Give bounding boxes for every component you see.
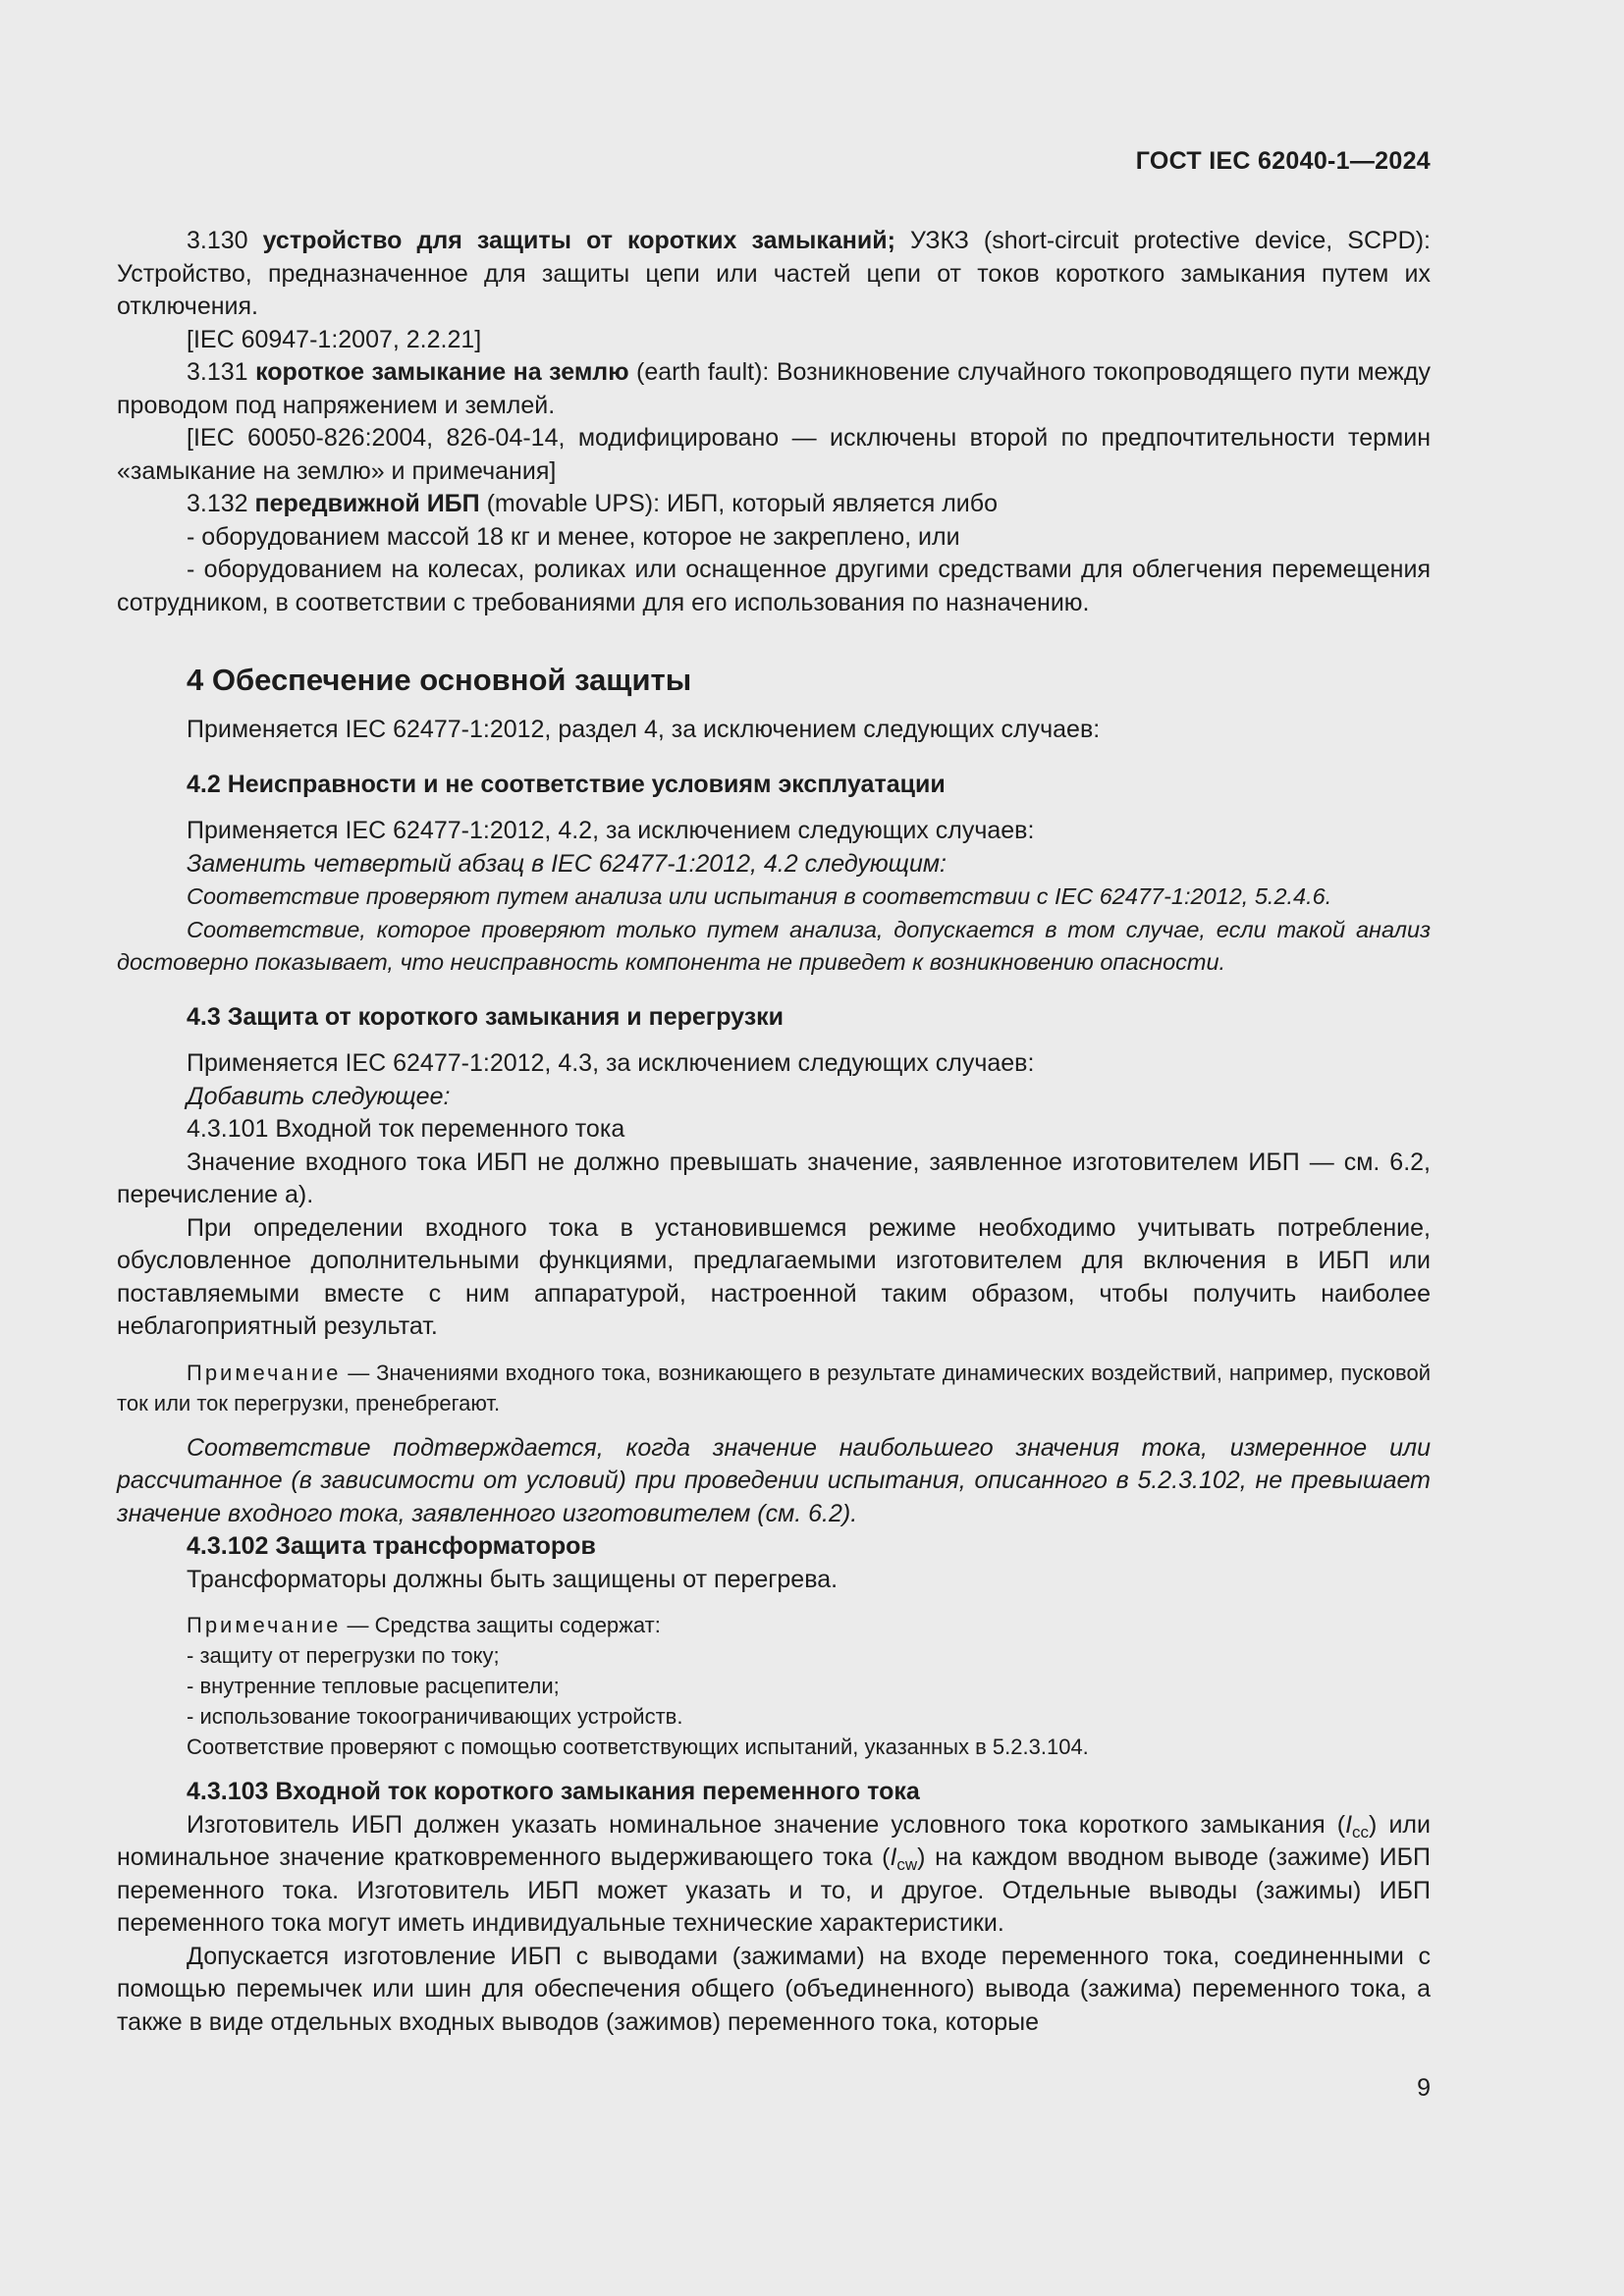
subsection-4-3-103-heading: 4.3.103 Входной ток короткого замыкания переменного тока [187, 1778, 920, 1805]
subsection-4-3-102-heading: 4.3.102 Защита трансформаторов [187, 1532, 596, 1560]
term-reference: [IEC 60050-826:2004, 826-04-14, модифицировано — исключены второй по предпочтительности термин «замыкание на землю» и примечания] [117, 424, 1431, 485]
section-4-2-intro: Применяется IEC 62477-1:2012, 4.2, за исключением следующих случаев: [187, 817, 1035, 844]
note-label: Примечание [187, 1360, 342, 1385]
note [117, 1358, 1431, 1418]
section-4-2-instruction: Заменить четвертый абзац в IEC 62477-1:2012, 4.2 следующим: [187, 849, 947, 878]
term-name: передвижной ИБП [254, 490, 480, 517]
note-compliance: Соответствие проверяют с помощью соответствующих испытаний, указанных в 5.2.3.104. [187, 1735, 1089, 1759]
note-list-item: - использование токоограничивающих устройств. [187, 1704, 683, 1729]
paragraph: Изготовитель ИБП должен указать номинальное значение условного тока короткого замыкания $(I_{cc})$ или номинальное значение кратковременного выдерживающего тока $(I_{cw})$ на каждом вводном выводе (зажиме) ИБП переменного тока. Изготовитель ИБП может указать и то, и другое. Отдельные выводы (зажимы) ИБП переменного тока могут иметь индивидуальные технические характеристики. [117, 1810, 1431, 1937]
term-definition: (earth fault): Возникновение случайного токопроводящего пути между проводом под напряжением и землей. [117, 358, 1431, 419]
term-number: 3.130 [187, 227, 263, 254]
section-4-2-compliance-1: Соответствие проверяют путем анализа или испытания в соответствии с IEC 62477-1:2012, 5.2.4.6. [187, 883, 1332, 909]
note-list-item: - защиту от перегрузки по току; [187, 1643, 500, 1668]
note-label: Примечание [187, 1613, 342, 1637]
term-3-131 [117, 356, 1431, 422]
term-reference: [IEC 60947-1:2007, 2.2.21] [187, 325, 482, 353]
subsection-4-3-101-title: 4.3.101 Входной ток переменного тока [187, 1115, 625, 1143]
list-item: - оборудованием массой 18 кг и менее, которое не закреплено, или [187, 522, 960, 551]
term-definition: УЗКЗ (short-circuit protective device, SCPD): Устройство, предназначенное для защиты цепи или частей цепи от токов короткого замыкания путем их отключения. [117, 227, 1431, 320]
document-code-header: ГОСТ IEC 62040-1—2024 [1135, 147, 1431, 175]
term-definition: (movable UPS): ИБП, который является либо [479, 490, 998, 517]
section-4-2-heading: 4.2 Неисправности и не соответствие условиям эксплуатации [187, 770, 946, 798]
section-4-3-heading: 4.3 Защита от короткого замыкания и перегрузки [187, 1002, 785, 1031]
page-content [117, 225, 1431, 2039]
term-number: 3.131 [187, 358, 256, 386]
term-3-130 [117, 225, 1431, 324]
section-4-heading: 4 Обеспечение основной защиты [187, 663, 692, 697]
list-item: - оборудованием на колесах, роликах или оснащенное другими средствами для облегчения перемещения сотрудником, в соответствии с требованиями для его использования по назначению. [117, 556, 1431, 616]
paragraph: При определении входного тока в установившемся режиме необходимо учитывать потребление, обусловленное дополнительными функциями, предлагаемыми изготовителем для включения в ИБП или поставляемыми вместе с ним аппаратурой, настроенной таким образом, чтобы получить наиболее неблагоприятный результат. [117, 1213, 1431, 1340]
note-list-item: - внутренние тепловые расцепители; [187, 1674, 560, 1698]
term-name: короткое замыкание на землю [255, 358, 629, 386]
section-4-intro: Применяется IEC 62477-1:2012, раздел 4, за исключением следующих случаев: [187, 716, 1101, 743]
compliance-paragraph: Соответствие подтверждается, когда значение наибольшего значения тока, измеренное или рассчитанное (в зависимости от условий) при проведении испытания, описанного в 5.2.3.102, не превышает значение входного тока, заявленного изготовителем (см. 6.2). [117, 1433, 1431, 1527]
term-name: устройство для защиты от коротких замыканий; [262, 227, 895, 254]
term-number: 3.132 [187, 490, 255, 517]
paragraph: Трансформаторы должны быть защищены от перегрева. [187, 1565, 839, 1593]
section-4-2-compliance-2: Соответствие, которое проверяют только путем анализа, допускается в том случае, если такой анализ достоверно показывает, что неисправность компонента не приведет к возникновению опасности. [117, 916, 1431, 975]
page-number: 9 [1417, 2074, 1431, 2102]
term-3-132 [117, 488, 1431, 521]
note-text: — Средства защиты содержат: [341, 1613, 661, 1637]
note-text: — Значениями входного тока, возникающего в результате динамических воздействий, например, пусковой ток или ток перегрузки, пренебрегают. [117, 1360, 1431, 1415]
section-4-3-intro: Применяется IEC 62477-1:2012, 4.3, за исключением следующих случаев: [187, 1049, 1035, 1077]
note [117, 1610, 1431, 1762]
paragraph: Допускается изготовление ИБП с выводами (зажимами) на входе переменного тока, соединенными с помощью перемычек или шин для обеспечения общего (объединенного) вывода (зажима) переменного тока, а также в виде отдельных входных выводов (зажимов) переменного тока, которые [117, 1942, 1431, 2036]
paragraph: Значение входного тока ИБП не должно превышать значение, заявленное изготовителем ИБП — см. 6.2, перечисление а). [117, 1148, 1431, 1208]
section-4-3-instruction: Добавить следующее: [187, 1082, 451, 1110]
